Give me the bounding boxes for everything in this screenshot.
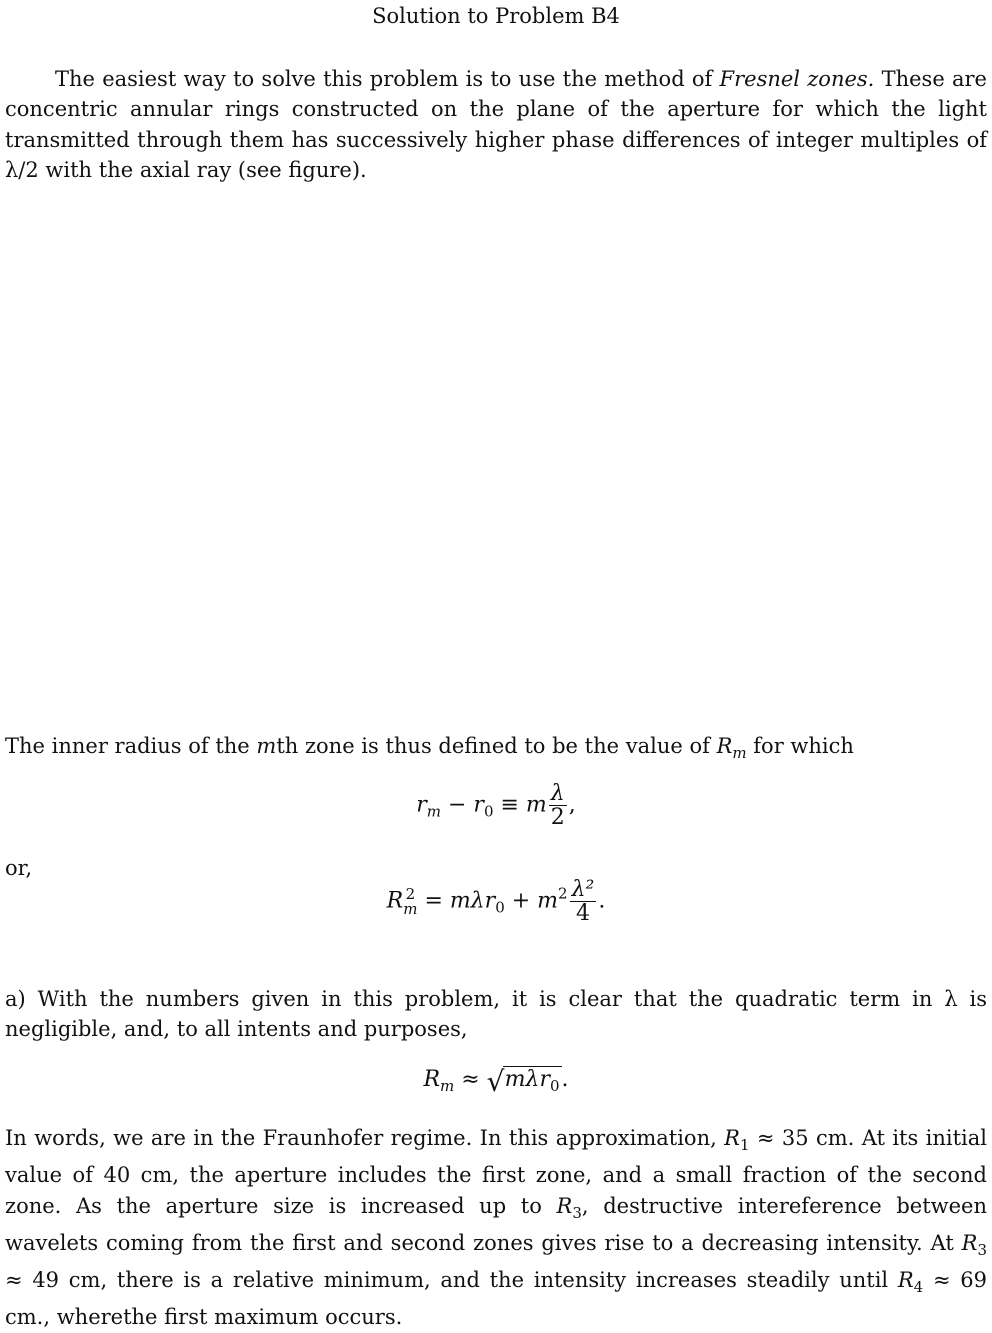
equation-zone-phase: $r_m - r_0 \equiv m$ $\frac{\lambda}{2}$ , (416, 781, 576, 831)
intro-paragraph: The easiest way to solve this problem is to use the method of Fresnel zones. These are concentric annular rings constructed on the plane of the aperture for which the light transmitted through them has successively higher phase differences of integer multiples of λ/2 with the axial ray (see figure). (5, 67, 987, 182)
page-title: Solution to Problem B4 (372, 4, 620, 28)
fresnel-zones-emphasis: Fresnel zones. (719, 67, 875, 91)
fraction-lambda-over-2: $\frac{\lambda}{2}$ (550, 781, 565, 831)
square-root: √ mλr$_0$ (486, 1065, 560, 1098)
part-a-paragraph: a) With the numbers given in this problem, it is clear that the quadratic term in λ is negligible, and, to all intents and purposes, (5, 987, 987, 1042)
figure-placeholder (5, 200, 987, 720)
or-label: or, (5, 856, 33, 880)
conclusion-paragraph: In words, we are in the Fraunhofer regime. In this approximation, $R_1 \approx 35$ cm. At its initial value of 40 cm, the aperture includes the first zone, and a small fraction of the second zone. As the aperture size is increased up to $R_3$, destructive intereference between wavelets coming from the first and second zones gives rise to a decreasing intensity. At $R_3 \approx 49$ cm, there is a relative minimum, and the intensity increases steadily until $R_4 \approx 69$ cm., wherethe first maximum occurs. (5, 1126, 987, 1330)
fraction-lambda-sq-over-4: $\frac{\text{λ²}}{4}$ (571, 877, 595, 927)
equation-radius-squared: R 2 m = $m\lambda r_0 + m^2$ $\frac{\text{λ²}}{4}$ . (386, 877, 606, 927)
inner-radius-paragraph: The inner radius of the mth zone is thus defined to be the value of $R_m$ for which (5, 734, 854, 762)
equation-fraunhofer-radius: $R_m$ ≈ √ mλr$_0$. (423, 1065, 569, 1098)
